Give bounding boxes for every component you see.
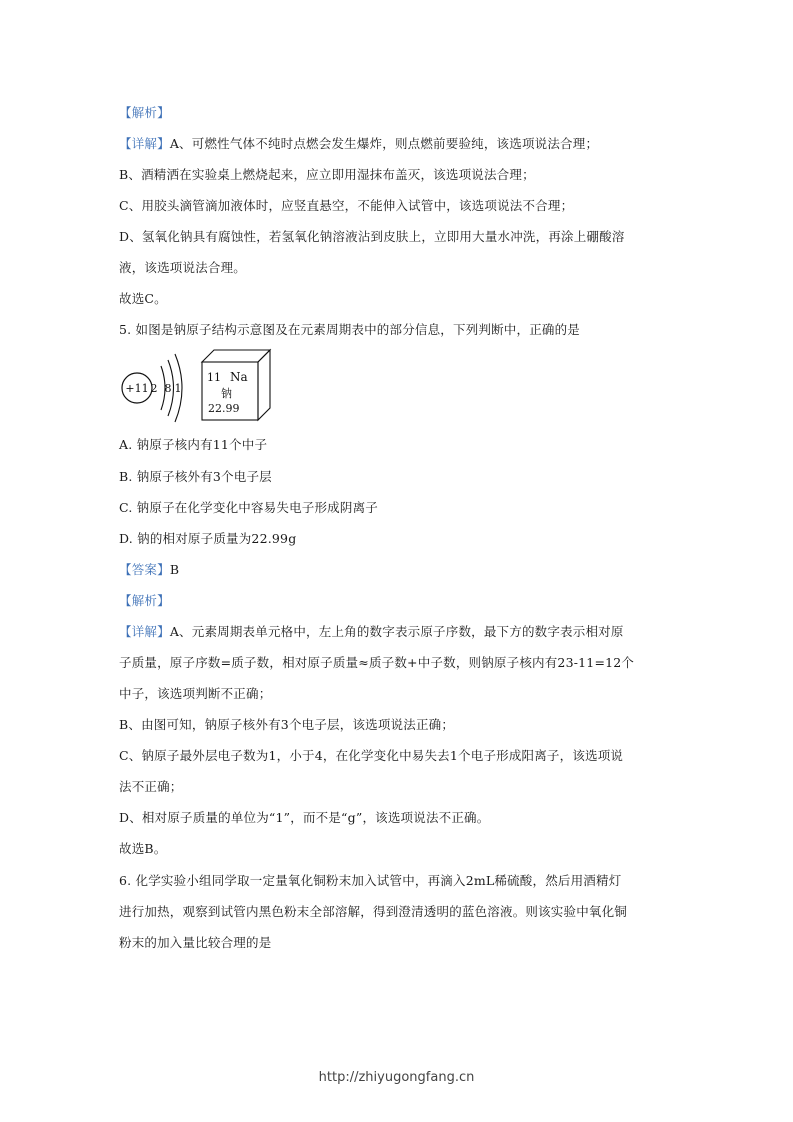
text-line: C、用胶头滴管滴加液体时，应竖直悬空，不能伸入试管中，该选项说法不合理； bbox=[119, 198, 574, 213]
element-symbol: Na bbox=[230, 370, 248, 384]
text-line: 故选B。 bbox=[119, 841, 167, 856]
text-line: C、钠原子最外层电子数为1，小于4，在化学变化中易失去1个电子形成阳离子，该选项说 bbox=[119, 748, 624, 763]
option-d: D. 钠的相对原子质量为22.99g bbox=[119, 531, 297, 546]
text-line: 中子，该选项判断不正确； bbox=[119, 686, 272, 701]
footer-url: http://zhiyugongfang.cn bbox=[318, 1070, 475, 1085]
text-line: 【详解】A、可燃性气体不纯时点燃会发生爆炸，则点燃前要验纯，该选项说法合理； bbox=[119, 136, 599, 151]
shell-electrons-1: 2 bbox=[150, 382, 158, 395]
text-line: 【详解】A、元素周期表单元格中，左上角的数字表示原子序数，最下方的数字表示相对原 bbox=[119, 624, 624, 639]
option-b: B. 钠原子核外有3个电子层 bbox=[119, 469, 272, 484]
section-tag-analysis: 【解析】 bbox=[119, 105, 170, 120]
text-line: B、由图可知，钠原子核外有3个电子层，该选项说法正确； bbox=[119, 717, 455, 732]
text-line: 液，该选项说法合理。 bbox=[119, 260, 247, 275]
option-a: A. 钠原子核内有11个中子 bbox=[119, 437, 268, 452]
text-line: 粉末的加入量比较合理的是 bbox=[119, 935, 272, 950]
text-line: 法不正确； bbox=[119, 779, 183, 794]
question-5: 5. 如图是钠原子结构示意图及在元素周期表中的部分信息，下列判断中，正确的是 bbox=[119, 322, 581, 337]
text-line: D、氢氧化钠具有腐蚀性，若氢氧化钠溶液沾到皮肤上，立即用大量水冲洗，再涂上硼酸溶 bbox=[119, 229, 625, 244]
text-line: 子质量，原子序数=质子数，相对原子质量≈质子数+中子数，则钠原子核内有23-11=12个 bbox=[119, 655, 635, 670]
sodium-diagram bbox=[117, 348, 297, 428]
sodium-figure bbox=[117, 348, 297, 428]
answer-line: 【答案】B bbox=[119, 562, 180, 577]
atomic-mass: 22.99 bbox=[208, 402, 240, 415]
text-line: 故选C。 bbox=[119, 291, 167, 306]
nucleus-label: +11 bbox=[125, 382, 149, 395]
shell-electrons-2: 8 bbox=[164, 382, 172, 395]
periodic-cell bbox=[202, 350, 270, 420]
text-line: B、酒精洒在实验桌上燃烧起来，应立即用湿抹布盖灭，该选项说法合理； bbox=[119, 167, 535, 182]
option-c: C. 钠原子在化学变化中容易失电子形成阴离子 bbox=[119, 500, 378, 515]
section-tag-analysis: 【解析】 bbox=[119, 593, 170, 608]
question-6: 6. 化学实验小组同学取一定量氧化铜粉末加入试管中，再滴入2mL稀硫酸，然后用酒精灯 bbox=[119, 873, 622, 888]
text-line: D、相对原子质量的单位为“1”，而不是“g”，该选项说法不正确。 bbox=[119, 810, 490, 825]
text-line: 进行加热，观察到试管内黑色粉末全部溶解，得到澄清透明的蓝色溶液。则该实验中氧化铜 bbox=[119, 904, 628, 919]
element-name: 钠 bbox=[221, 387, 232, 400]
atomic-number: 11 bbox=[207, 371, 221, 384]
shell-electrons-3: 1 bbox=[174, 382, 182, 395]
